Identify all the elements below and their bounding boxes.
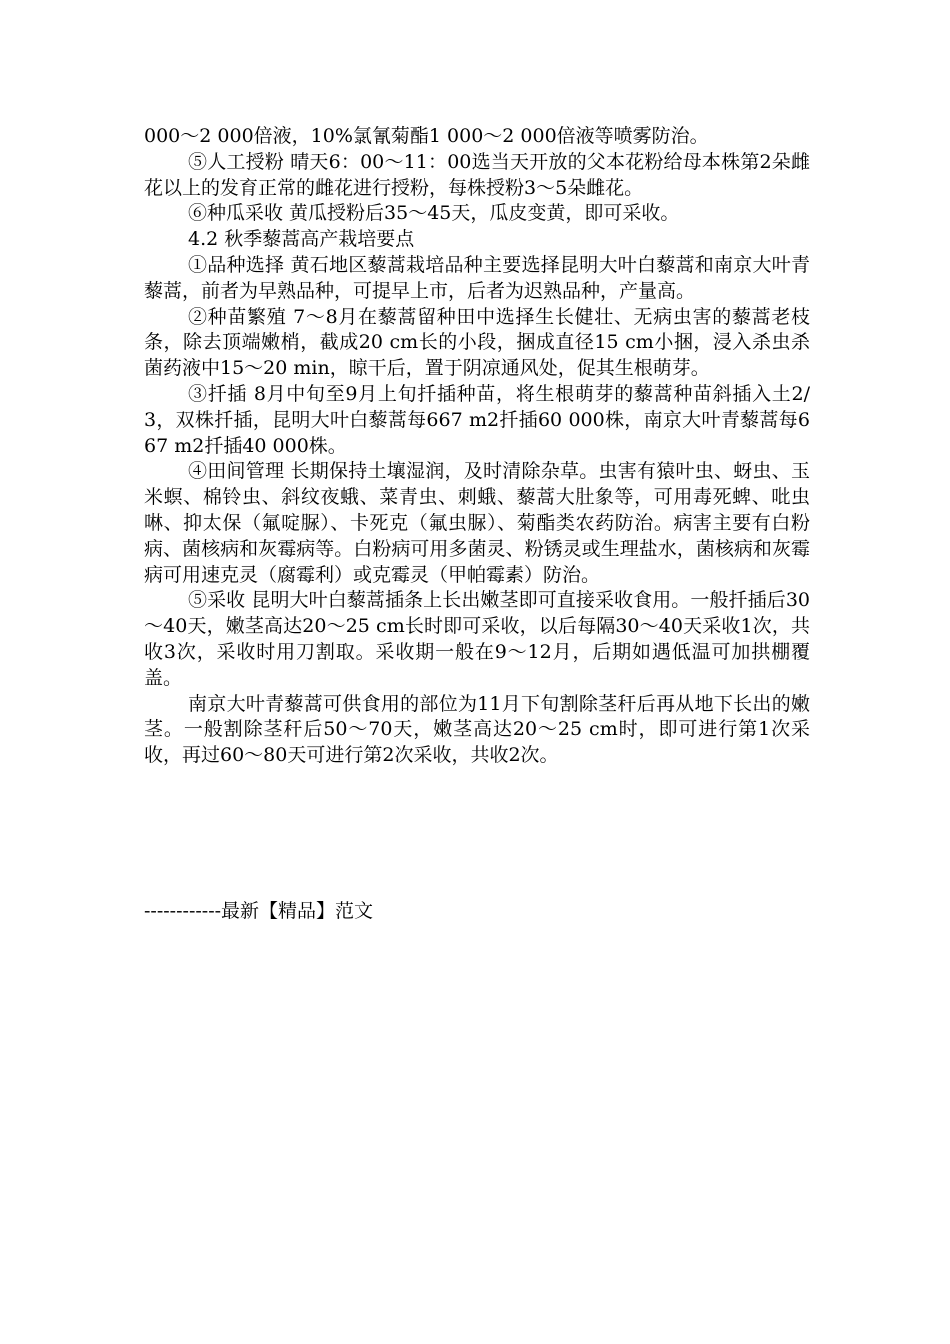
paragraph-10: 南京大叶青藜蒿可供食用的部位为11月下旬割除茎秆后再从地下长出的嫩茎。一般割除茎秆后50～70天，嫩茎高达20～25 cm时，即可进行第1次采收，再过60～80天可进行第2次采收，共收2次。: [144, 692, 810, 767]
footer-caption: ------------最新【精品】范文: [144, 900, 374, 922]
paragraph-2: ⑤人工授粉 晴天6：00～11：00选当天开放的父本花粉给母本株第2朵雌花以上的发育正常的雌花进行授粉，每株授粉3～5朵雌花。: [144, 150, 810, 199]
paragraph-7: ③扦插 8月中旬至9月上旬扦插种苗，将生根萌芽的藜蒿种苗斜插入土2/3，双株扦插，昆明大叶白藜蒿每667 m2扦插60 000株，南京大叶青藜蒿每667 m2扦插40 000株。: [144, 382, 810, 457]
paragraph-1: 000～2 000倍液，10%氯氰菊酯1 000～2 000倍液等喷雾防治。: [144, 125, 709, 147]
document-body: [144, 124, 810, 769]
section-heading: 4.2 秋季藜蒿高产栽培要点: [188, 228, 415, 251]
paragraph-9: ⑤采收 昆明大叶白藜蒿插条上长出嫩茎即可直接采收食用。一般扦插后30～40天，嫩茎高达20～25 cm长时即可采收，以后每隔30～40天采收1次，共收3次，采收时用刀割取。采收期一般在9～12月，后期如遇低温可加拱棚覆盖。: [144, 589, 810, 689]
paragraph-8: ④田间管理 长期保持土壤湿润，及时清除杂草。虫害有猿叶虫、蚜虫、玉米螟、棉铃虫、斜纹夜蛾、菜青虫、刺蛾、藜蒿大肚象等，可用毒死蜱、吡虫啉、抑太保（氟啶脲）、卡死克（氟虫脲）、菊酯类农药防治。病害主要有白粉病、菌核病和灰霉病等。白粉病可用多菌灵、粉锈灵或生理盐水，菌核病和灰霉病可用速克灵（腐霉利）或克霉灵（甲帕霉素）防治。: [144, 460, 810, 586]
paragraph-3: ⑥种瓜采收 黄瓜授粉后35～45天，瓜皮变黄，即可采收。: [188, 202, 680, 225]
paragraph-6: ②种苗繁殖 7～8月在藜蒿留种田中选择生长健壮、无病虫害的藜蒿老枝条，除去顶端嫩梢，截成20 cm长的小段，捆成直径15 cm小捆，浸入杀虫杀菌药液中15～20 min，晾干后，置于阴凉通风处，促其生根萌芽。: [144, 305, 810, 380]
paragraph-5: ①品种选择 黄石地区藜蒿栽培品种主要选择昆明大叶白藜蒿和南京大叶青藜蒿，前者为早熟品种，可提早上市，后者为迟熟品种，产量高。: [144, 253, 810, 302]
